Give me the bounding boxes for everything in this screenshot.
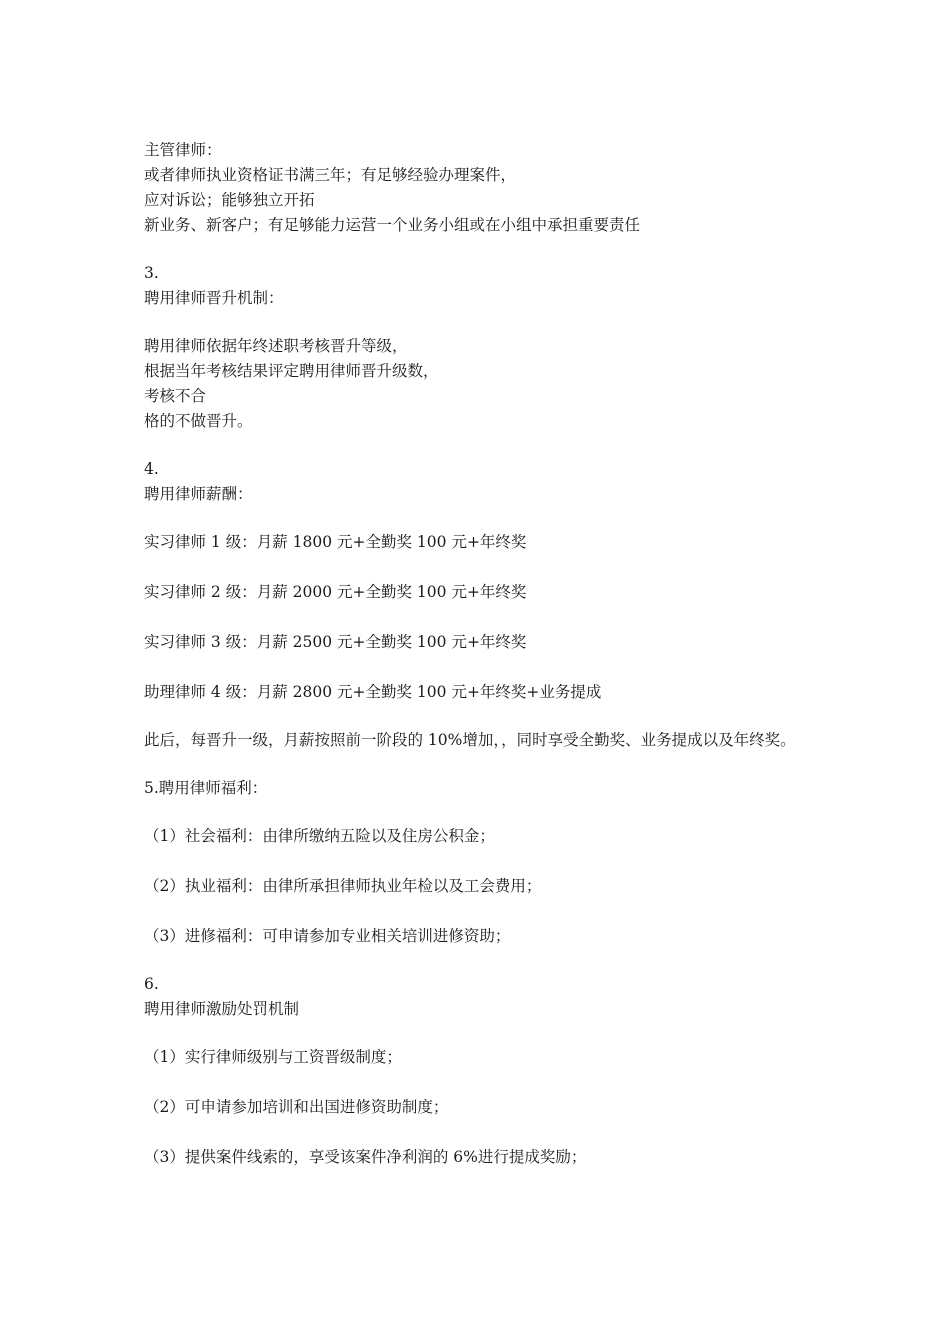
section-3 <box>144 261 814 434</box>
section-line: 考核不合 <box>144 387 207 405</box>
manager-lawyer-section <box>144 138 814 238</box>
section-line: 聘用律师依据年终述职考核晋升等级， <box>144 337 408 355</box>
incentive-item: （3）提供案件线索的，享受该案件净利润的 6%进行提成奖励； <box>144 1148 587 1166</box>
section-title: 聘用律师晋升机制： <box>144 289 284 307</box>
benefit-item: （3）进修福利：可申请参加专业相关培训进修资助； <box>144 927 511 945</box>
salary-item: 实习律师 3 级：月薪 2500 元+全勤奖 100 元+年终奖 <box>144 633 527 651</box>
salary-note: 此后，每晋升一级，月薪按照前一阶段的 10%增加，，同时享受全勤奖、业务提成以及年终奖。 <box>144 731 796 749</box>
benefit-item: （2）执业福利：由律所承担律师执业年检以及工会费用； <box>144 877 542 895</box>
document-page <box>144 138 814 1170</box>
section-4 <box>144 457 814 753</box>
section-5 <box>144 776 814 949</box>
manager-line: 应对诉讼；能够独立开拓 <box>144 191 315 209</box>
section-6 <box>144 972 814 1170</box>
section-title: 聘用律师激励处罚机制 <box>144 1000 300 1018</box>
section-line: 格的不做晋升。 <box>144 412 253 430</box>
section-title: 聘用律师薪酬： <box>144 485 253 503</box>
section-number: 3. <box>144 264 159 282</box>
salary-item: 助理律师 4 级：月薪 2800 元+全勤奖 100 元+年终奖+业务提成 <box>144 683 602 701</box>
section-line: 根据当年考核结果评定聘用律师晋升级数， <box>144 362 439 380</box>
benefit-item: （1）社会福利：由律所缴纳五险以及住房公积金； <box>144 827 495 845</box>
section-number: 4. <box>144 460 159 478</box>
manager-line: 或者律师执业资格证书满三年；有足够经验办理案件， <box>144 166 517 184</box>
manager-heading: 主管律师： <box>144 141 222 159</box>
section-number: 6. <box>144 975 159 993</box>
manager-line: 新业务、新客户；有足够能力运营一个业务小组或在小组中承担重要责任 <box>144 216 641 234</box>
incentive-item: （1）实行律师级别与工资晋级制度； <box>144 1048 402 1066</box>
salary-item: 实习律师 2 级：月薪 2000 元+全勤奖 100 元+年终奖 <box>144 583 527 601</box>
salary-item: 实习律师 1 级：月薪 1800 元+全勤奖 100 元+年终奖 <box>144 533 527 551</box>
section-title: 5.聘用律师福利： <box>144 779 268 797</box>
incentive-item: （2）可申请参加培训和出国进修资助制度； <box>144 1098 449 1116</box>
